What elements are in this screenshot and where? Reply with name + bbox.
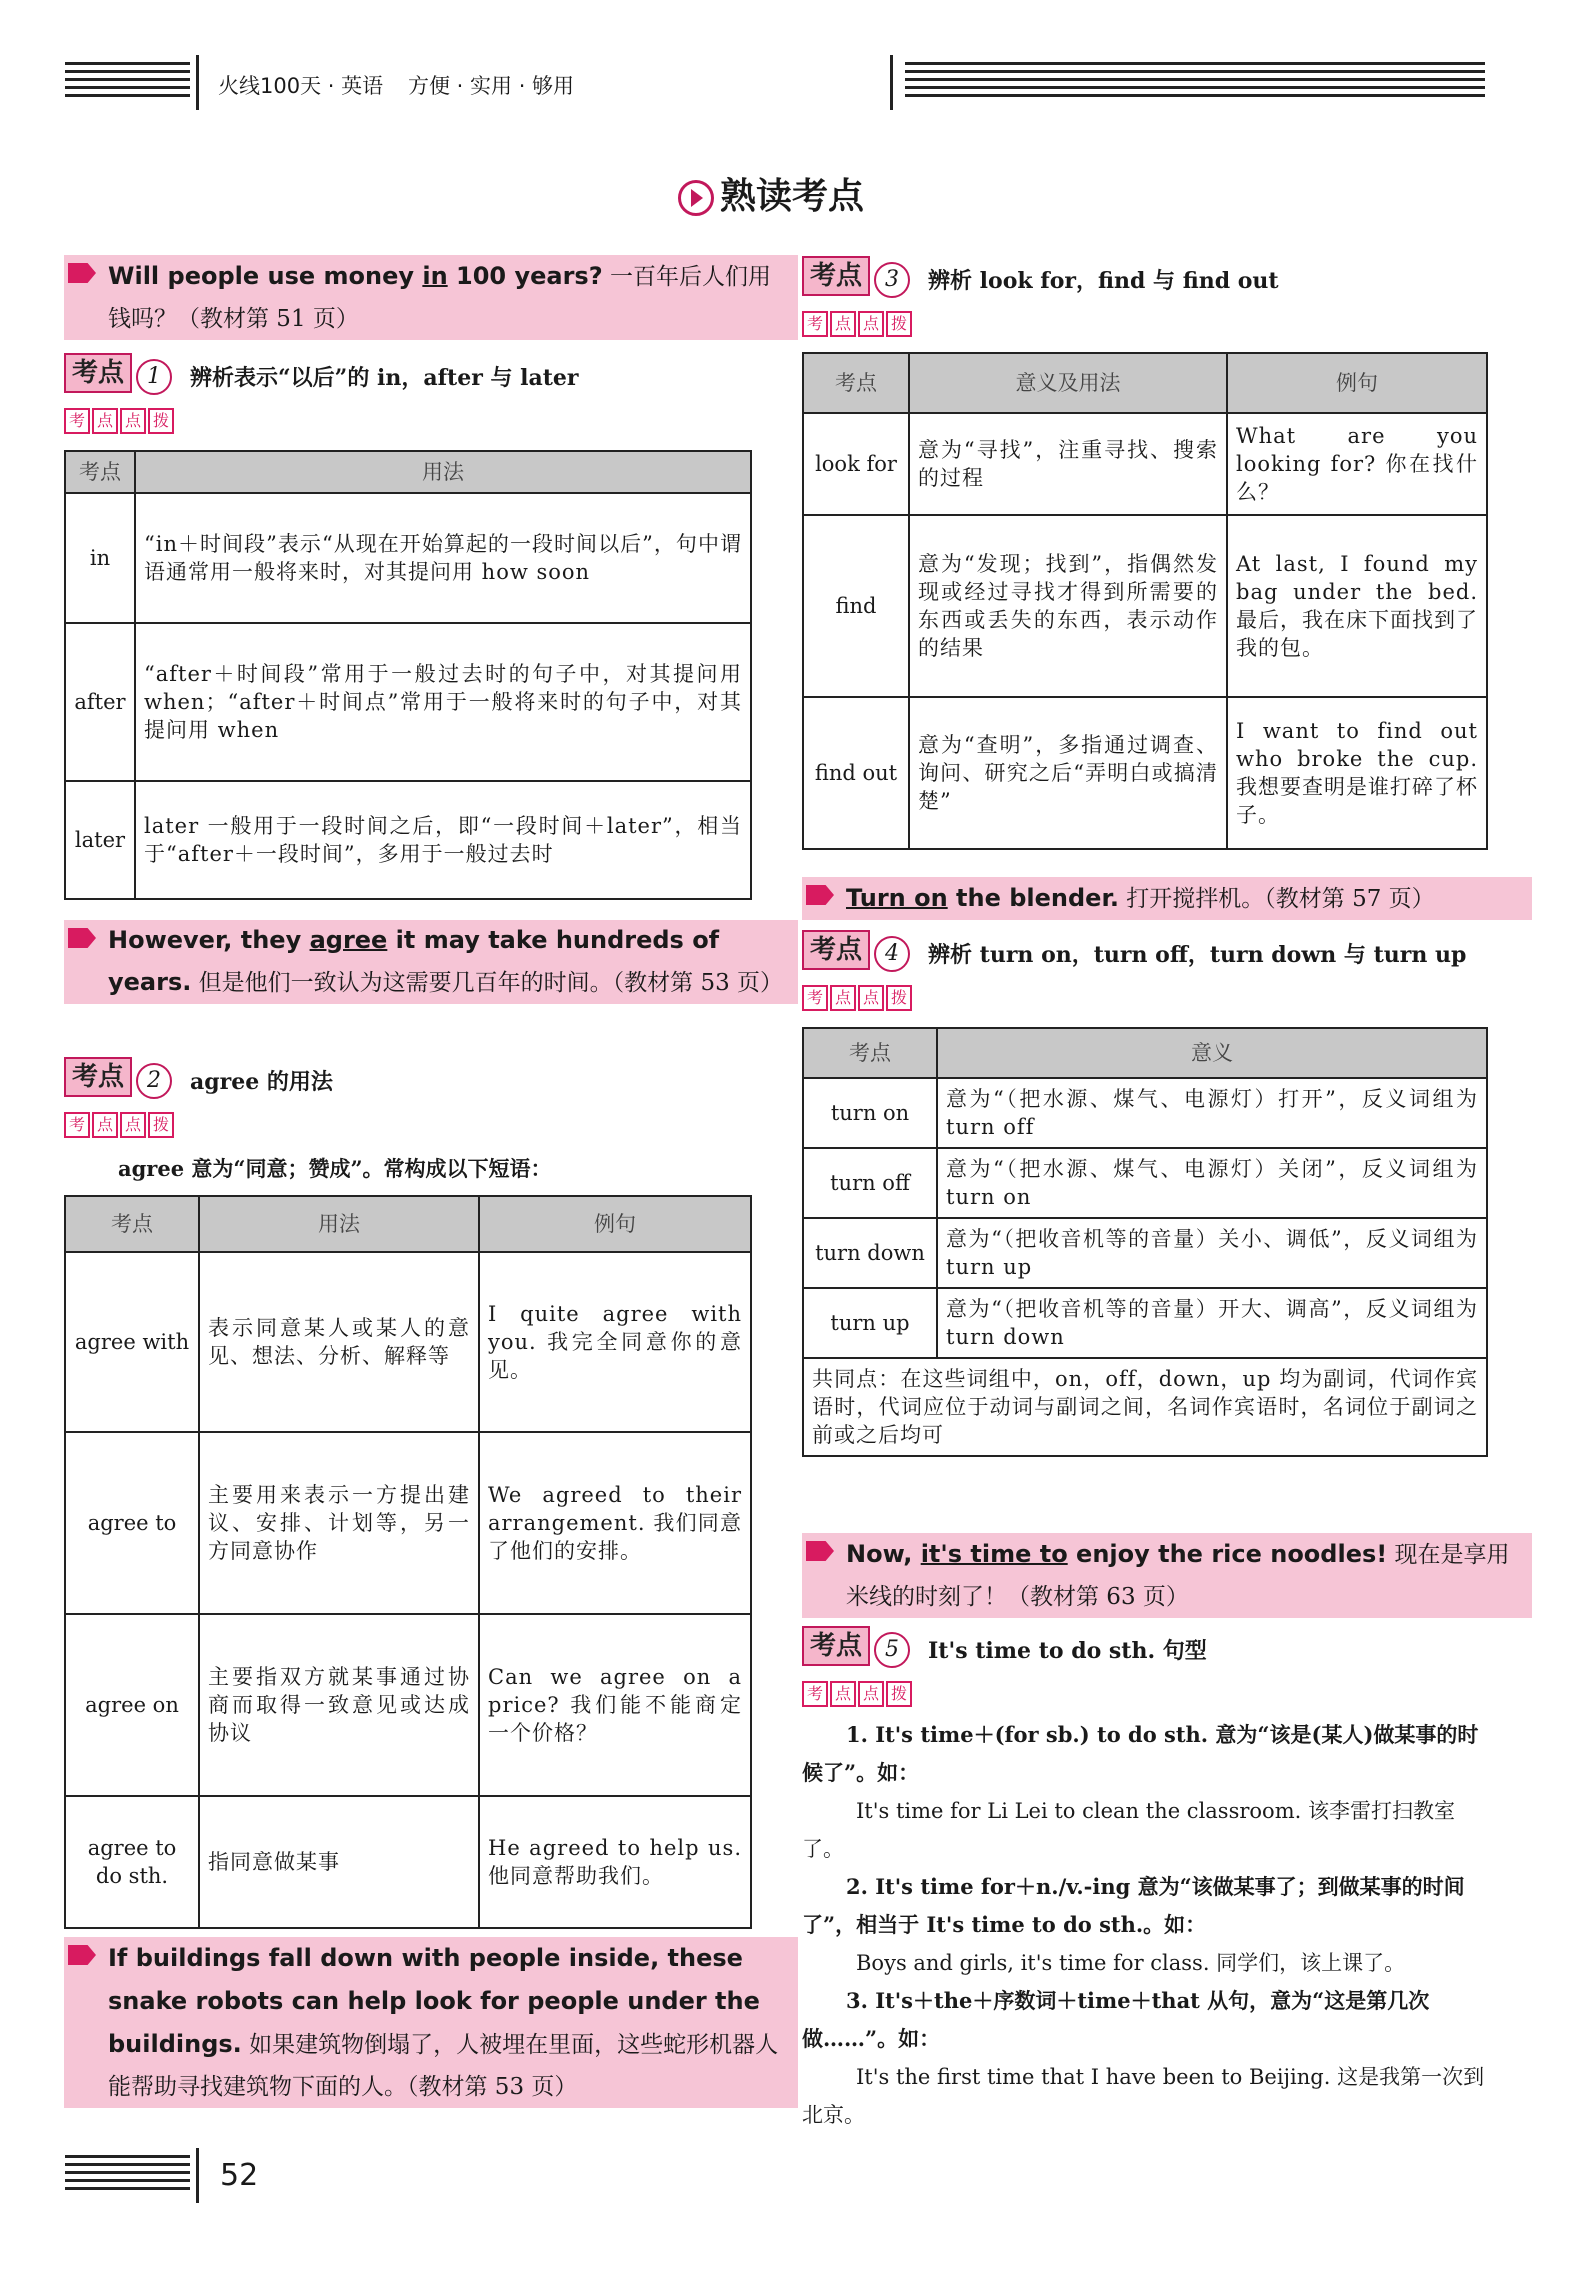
dianbo-char: 点 — [120, 1112, 146, 1138]
table-header: 意义 — [937, 1028, 1487, 1078]
table-header: 意义及用法 — [909, 353, 1227, 413]
kaodian-5-header — [802, 1626, 1207, 1666]
kaodian-topic: 辨析表示“以后”的 in，after 与 later — [190, 365, 579, 391]
sentence-key-word: Turn on — [846, 884, 948, 912]
dianbo-badge — [802, 1681, 914, 1707]
table-cell-usage: 意为“查明”，多指通过调查、询问、研究之后“弄明白或搞清楚” — [909, 697, 1227, 849]
dianbo-badge — [64, 408, 176, 434]
kaodian-label: 考点 — [64, 353, 132, 393]
table-cell-example: I quite agree with you. 我完全同意你的意见。 — [479, 1252, 751, 1432]
table-cell-key: turn down — [803, 1218, 937, 1288]
sentence-key-word: it's time to — [920, 1540, 1068, 1568]
kaodian-4-table — [802, 1027, 1488, 1457]
table-cell-key: agree to do sth. — [65, 1796, 199, 1928]
dianbo-char: 考 — [64, 1112, 90, 1138]
table-row — [803, 1218, 1487, 1288]
table-header-row — [65, 451, 751, 493]
key-sentence-3 — [64, 1937, 798, 2108]
sentence-cn: 一百年后人们用钱吗？（教材第 51 页） — [108, 264, 771, 332]
dianbo-char: 点 — [858, 311, 884, 337]
table-cell-key: look for — [803, 413, 909, 515]
kaodian-topic: It's time to do sth. 句型 — [928, 1638, 1207, 1664]
table-row — [65, 1796, 751, 1928]
table-header-row — [65, 1196, 751, 1252]
table-cell-usage: 指同意做某事 — [199, 1796, 479, 1928]
dianbo-badge — [64, 1112, 176, 1138]
dianbo-badge — [802, 985, 914, 1011]
header-divider — [196, 55, 199, 110]
sentence-cn: 但是他们一致认为这需要几百年的时间。（教材第 53 页） — [191, 970, 784, 996]
kaodian-number: 5 — [874, 1632, 910, 1668]
key-sentence-5 — [802, 1533, 1532, 1618]
dianbo-char: 拨 — [886, 311, 912, 337]
key-sentence-4 — [802, 877, 1532, 920]
sentence-en: 100 years? — [447, 262, 603, 290]
kaodian-label: 考点 — [64, 1057, 132, 1097]
table-row — [803, 1288, 1487, 1358]
table-row — [803, 697, 1487, 849]
rule-3: 3. It's＋the＋序数词＋time＋that 从句，意为“这是第几次做……”。如： — [802, 1988, 1430, 2051]
table-cell-key: find — [803, 515, 909, 697]
sentence-en: If buildings fall down with people inside, these snake robots can help look for people under the buildings. — [108, 1944, 760, 2058]
table-cell-key: after — [65, 623, 135, 781]
table-cell-usage: 意为“（把水源、煤气、电源灯）关闭”，反义词组为 turn on — [937, 1148, 1487, 1218]
table-header: 例句 — [1227, 353, 1487, 413]
table-cell-example: Can we agree on a price? 我们能不能商定一个价格？ — [479, 1614, 751, 1796]
table-cell-example: He agreed to help us. 他同意帮助我们。 — [479, 1796, 751, 1928]
table-cell-key: agree on — [65, 1614, 199, 1796]
kaodian-topic: 辨析 turn on，turn off，turn down 与 turn up — [928, 942, 1467, 968]
table-header: 考点 — [803, 353, 909, 413]
table-header-row — [803, 1028, 1487, 1078]
dianbo-char: 拨 — [886, 985, 912, 1011]
table-row — [803, 515, 1487, 697]
sentence-cn: 打开搅拌机。（教材第 57 页） — [1118, 886, 1435, 912]
rule-2: 2. It's time for＋n./v.-ing 意为“该做某事了；到做某事的时间了”，相当于 It's time to do sth.。如： — [802, 1874, 1465, 1937]
table-cell-usage: “after＋时间段”常用于一般过去时的句子中，对其提问用 when；“after＋时间点”常用于一般将来时的句子中，对其提问用 when — [135, 623, 751, 781]
example-2: Boys and girls, it's time for class. 同学们，该上课了。 — [856, 1951, 1406, 1975]
table-row — [803, 1078, 1487, 1148]
tag-icon — [68, 1945, 96, 1965]
kaodian-label: 考点 — [802, 930, 870, 970]
dianbo-char: 考 — [802, 311, 828, 337]
table-header: 考点 — [65, 451, 135, 493]
dianbo-char: 考 — [64, 408, 90, 434]
sentence-cn: 如果建筑物倒塌了，人被埋在里面，这些蛇形机器人能帮助寻找建筑物下面的人。（教材第 53 页） — [108, 2032, 779, 2100]
kaodian-3-header — [802, 256, 1279, 296]
sentence-key-word: agree — [309, 926, 388, 954]
sentence-en: However, they — [108, 926, 310, 954]
table-cell-usage: 意为“（把收音机等的音量）开大、调高”，反义词组为 turn down — [937, 1288, 1487, 1358]
key-sentence-2 — [64, 920, 798, 1004]
header-divider-right — [890, 55, 893, 110]
page-title — [678, 168, 864, 219]
dianbo-char: 点 — [858, 985, 884, 1011]
sentence-cn: 现在是享用米线的时刻了！（教材第 63 页） — [846, 1542, 1510, 1610]
sentence-en: the blender. — [947, 884, 1119, 912]
table-row — [803, 1358, 1487, 1456]
table-header: 例句 — [479, 1196, 751, 1252]
kaodian-topic: 辨析 look for，find 与 find out — [928, 268, 1279, 294]
sentence-en: Will people use money — [108, 262, 423, 290]
table-cell-usage: 表示同意某人或某人的意见、想法、分析、解释等 — [199, 1252, 479, 1432]
tag-icon — [806, 885, 834, 905]
header-slogan: 方便 · 实用 · 够用 — [408, 74, 575, 98]
example-1: It's time for Li Lei to clean the classroom. 该李雷打扫教室了。 — [802, 1799, 1455, 1861]
footer-divider — [196, 2148, 199, 2203]
dianbo-char: 拨 — [148, 408, 174, 434]
table-cell-common: 共同点：在这些词组中，on，off，down，up 均为副词，代词作宾语时，代词应位于动词与副词之间，名词作宾语时，名词位于副词之前或之后均可 — [803, 1358, 1487, 1456]
dianbo-char: 拨 — [886, 1681, 912, 1707]
table-header: 用法 — [199, 1196, 479, 1252]
kaodian-2-intro: agree 意为“同意；赞成”。常构成以下短语： — [118, 1156, 552, 1181]
sentence-en: Now, — [846, 1540, 921, 1568]
kaodian-number: 3 — [874, 262, 910, 298]
kaodian-1-header — [64, 353, 579, 393]
page-number: 52 — [220, 2158, 259, 2193]
table-header-row — [803, 353, 1487, 413]
table-cell-usage: later 一般用于一段时间之后，即“一段时间＋later”，相当于“after＋一段时间”，多用于一般过去时 — [135, 781, 751, 899]
kaodian-3-table — [802, 352, 1488, 850]
table-cell-key: later — [65, 781, 135, 899]
table-cell-usage: “in＋时间段”表示“从现在开始算起的一段时间以后”，句中谓语通常用一般将来时，对其提问用 how soon — [135, 493, 751, 623]
kaodian-number: 4 — [874, 936, 910, 972]
tag-icon — [68, 928, 96, 948]
table-row — [65, 1252, 751, 1432]
table-row — [803, 413, 1487, 515]
sentence-en: enjoy the rice noodles! — [1067, 1540, 1388, 1568]
footer-rule — [65, 2155, 190, 2195]
kaodian-topic: agree 的用法 — [190, 1069, 333, 1095]
table-row — [65, 493, 751, 623]
table-header: 用法 — [135, 451, 751, 493]
tag-icon — [806, 1541, 834, 1561]
table-cell-key: agree to — [65, 1432, 199, 1614]
kaodian-number: 2 — [136, 1063, 172, 1099]
rule-1: 1. It's time＋(for sb.) to do sth. 意为“该是(某人)做某事的时候了”。如： — [802, 1722, 1479, 1785]
tag-icon — [68, 263, 96, 283]
page-title-text: 熟读考点 — [720, 176, 865, 217]
header-rule-right — [905, 62, 1485, 102]
key-sentence-1 — [64, 255, 798, 340]
kaodian-1-table — [64, 450, 752, 900]
sentence-en: it may take hundreds of years. — [108, 926, 720, 996]
dianbo-char: 点 — [830, 985, 856, 1011]
example-3: It's the first time that I have been to Beijing. 这是我第一次到北京。 — [802, 2065, 1485, 2127]
table-cell-usage: 意为“寻找”，注重寻找、搜索的过程 — [909, 413, 1227, 515]
kaodian-label: 考点 — [802, 256, 870, 296]
kaodian-5-body — [802, 1716, 1488, 2134]
table-cell-usage: 主要用来表示一方提出建议、安排、计划等，另一方同意协作 — [199, 1432, 479, 1614]
table-row — [65, 623, 751, 781]
play-circle-icon — [678, 180, 714, 216]
table-row — [65, 1614, 751, 1796]
kaodian-label: 考点 — [802, 1626, 870, 1666]
dianbo-char: 点 — [92, 1112, 118, 1138]
table-cell-key: in — [65, 493, 135, 623]
table-cell-usage: 意为“（把水源、煤气、电源灯）打开”，反义词组为 turn off — [937, 1078, 1487, 1148]
table-header: 考点 — [803, 1028, 937, 1078]
dianbo-char: 考 — [802, 1681, 828, 1707]
table-row — [65, 781, 751, 899]
table-cell-usage: 意为“发现；找到”，指偶然发现或经过寻找才得到所需要的东西或丢失的东西，表示动作的结果 — [909, 515, 1227, 697]
table-cell-key: agree with — [65, 1252, 199, 1432]
dianbo-char: 考 — [802, 985, 828, 1011]
table-cell-example: What are you looking for? 你在找什么？ — [1227, 413, 1487, 515]
dianbo-char: 点 — [830, 311, 856, 337]
sentence-key-word: in — [422, 262, 448, 290]
table-cell-example: At last, I found my bag under the bed. 最后，我在床下面找到了我的包。 — [1227, 515, 1487, 697]
table-cell-example: I want to find out who broke the cup. 我想要查明是谁打碎了杯子。 — [1227, 697, 1487, 849]
table-row — [65, 1432, 751, 1614]
table-cell-key: turn off — [803, 1148, 937, 1218]
kaodian-2-table — [64, 1195, 752, 1929]
header-rule-left — [65, 62, 190, 102]
table-cell-usage: 主要指双方就某事通过协商而取得一致意见或达成协议 — [199, 1614, 479, 1796]
table-cell-key: turn on — [803, 1078, 937, 1148]
dianbo-char: 拨 — [148, 1112, 174, 1138]
dianbo-char: 点 — [92, 408, 118, 434]
series-title: 火线100天 · 英语 — [218, 74, 384, 98]
dianbo-badge — [802, 311, 914, 337]
table-cell-key: turn up — [803, 1288, 937, 1358]
table-cell-example: We agreed to their arrangement. 我们同意了他们的安排。 — [479, 1432, 751, 1614]
table-header: 考点 — [65, 1196, 199, 1252]
dianbo-char: 点 — [120, 408, 146, 434]
dianbo-char: 点 — [858, 1681, 884, 1707]
kaodian-4-header — [802, 930, 1466, 970]
table-cell-key: find out — [803, 697, 909, 849]
kaodian-2-header — [64, 1057, 333, 1097]
kaodian-number: 1 — [136, 359, 172, 395]
table-cell-usage: 意为“（把收音机等的音量）关小、调低”，反义词组为 turn up — [937, 1218, 1487, 1288]
dianbo-char: 点 — [830, 1681, 856, 1707]
table-row — [803, 1148, 1487, 1218]
